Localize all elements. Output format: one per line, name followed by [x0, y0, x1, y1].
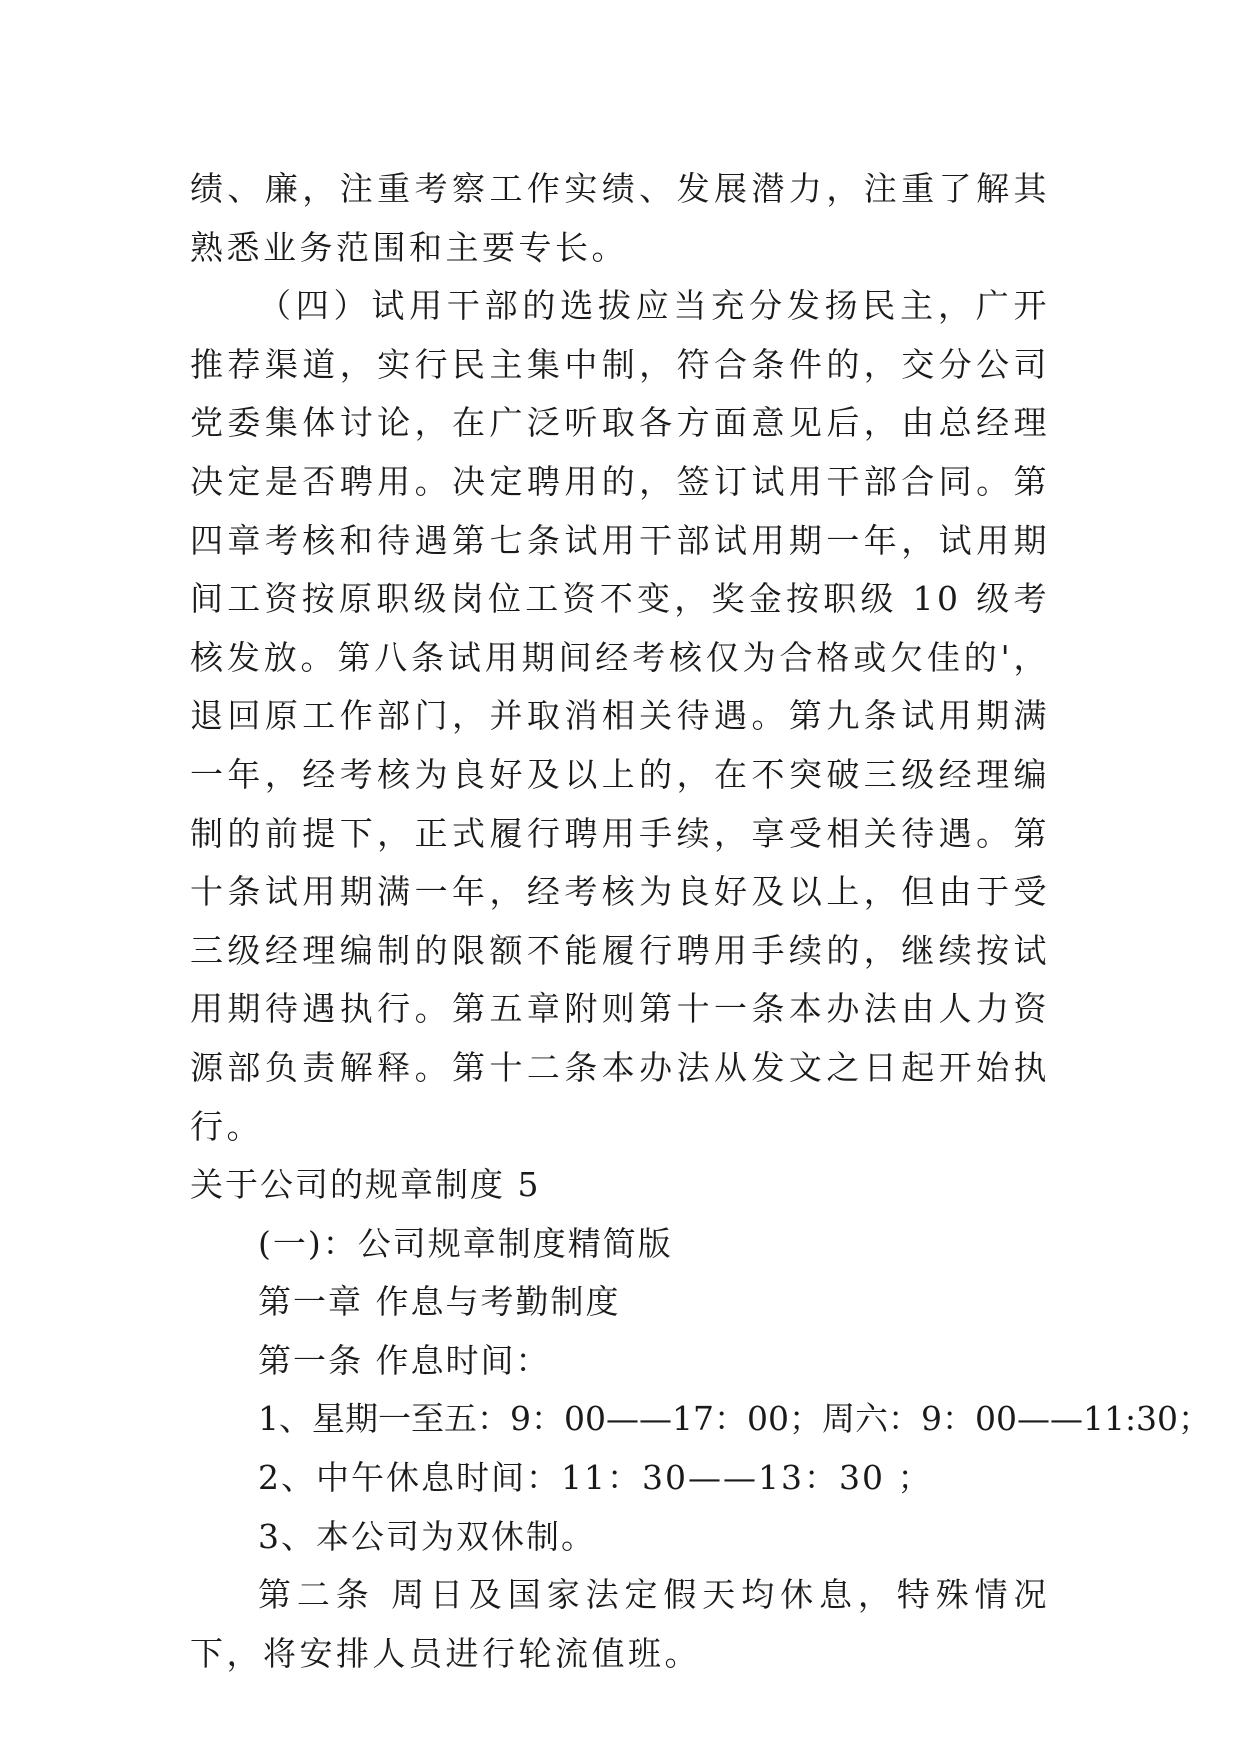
section-title: 关于公司的规章制度 5 — [190, 1165, 541, 1205]
paragraph-section-four: （四）试用干部的选拔应当充分发扬民主，广开推荐渠道，实行民主集中制，符合条件的，交分公司党委集体讨论，在广泛听取各方面意见后，由总经理决定是否聘用。决定聘用的，签订试用干部合同。第四章考核和待遇第七条试用干部试用期一年，试用期间工资按原职级岗位工资不变，奖金按职级 10 级考核发放。第八条试用期间经考核仅为合格或欠佳的'，退回原工作部门，并取消相关待遇。第九条试用期满一年，经考核为良好及以上的，在不突破三级经理编制的前提下，正式履行聘用手续，享受相关待遇。第十条试用期满一年，经考核为良好及以上，但由于受三级经理编制的限额不能履行聘用手续的，继续按试用期待遇执行。第五章附则第十一条本办法由人力资源部负责解释。第十二条本办法从发文之日起开始执行。 — [190, 286, 1050, 1146]
document-page — [190, 160, 1212, 1683]
article-two-paragraph: 第二条 周日及国家法定假天均休息，特殊情况下，将安排人员进行轮流值班。 — [190, 1575, 1050, 1673]
schedule-item-3: 3、本公司为双休制。 — [258, 1516, 596, 1556]
schedule-item-2: 2、中午休息时间：11：30——13：30 ； — [258, 1458, 933, 1498]
article-one-heading: 第一条 作息时间： — [258, 1340, 551, 1380]
subtitle: (一)：公司规章制度精简版 — [258, 1223, 673, 1263]
schedule-item-1: 1、星期一至五：9：00——17：00；周六：9：00——11:30； — [258, 1399, 1212, 1439]
chapter-one-heading: 第一章 作息与考勤制度 — [258, 1282, 621, 1322]
paragraph-continuation: 绩、廉，注重考察工作实绩、发展潜力，注重了解其熟悉业务范围和主要专长。 — [190, 169, 1050, 267]
